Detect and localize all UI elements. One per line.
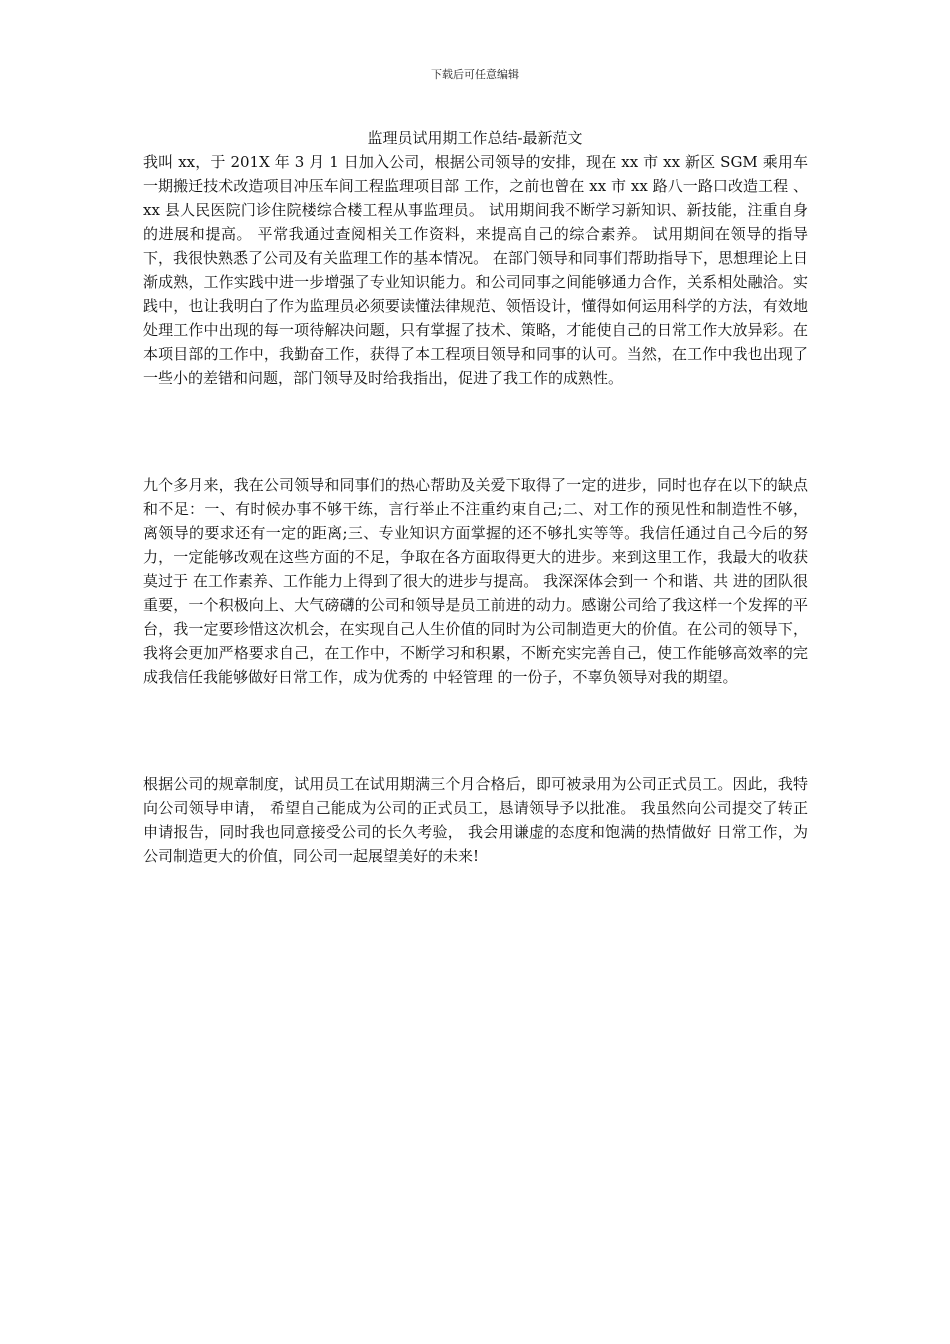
header-note: 下载后可任意编辑	[431, 68, 519, 81]
paragraph-2: 九个多月来，我在公司领导和同事们的热心帮助及关爱下取得了一定的进步，同时也存在以下的缺点和不足：一、有时候办事不够干练，言行举止不注重约束自己;二、对工作的预见性和制造性不够，离领导的要求还有一定的距离;三、专业知识方面掌握的还不够扎实等等。我信任通过自己今后的努力，一定能够改观在这些方面的不足，争取在各方面取得更大的进步。来到这里工作，我最大的收获莫过于 在工作素养、工作能力上得到了很大的进步与提高。 我深深体会到一 个和谐、共 进的团队很重要，一个积极向上、大气磅礴的公司和领导是员工前进的动力。感谢公司给了我这样一个发挥的平台，我一定要珍惜这次机会，在实现自己人生价值的同时为公司制造更大的价值。在公司的领导下，我将会更加严格要求自己，在工作中，不断学习和积累，不断充实完善自己，使工作能够高效率的完成我信任我能够做好日常工作，成为优秀的 中轻管理 的一份子，不辜负领导对我的期望。	[143, 476, 808, 686]
paragraph-3: 根据公司的规章制度，试用员工在试用期满三个月合格后，即可被录用为公司正式员工。因此，我特向公司领导申请， 希望自己能成为公司的正式员工，恳请领导予以批准。 我虽然向公司提交了转正申请报告，同时我也同意接受公司的长久考验， 我会用谦虚的态度和饱满的热情做好 日常工作，为公司制造更大的价值，同公司一起展望美好的未来!	[143, 775, 808, 865]
paragraph-1: 我叫 xx，于 201X 年 3 月 1 日加入公司，根据公司领导的安排，现在 xx 市 xx 新区 SGM 乘用车一期搬迁技术改造项目冲压车间工程监理项目部 工作，之前也曾在 xx 市 xx 路八一路口改造工程 、 xx 县人民医院门诊住院楼综合楼工程从事监理员。 试用期间我不断学习新知识、新技能，注重自身的进展和提高。 平常我通过查阅相关工作资料，来提高自己的综合素养。 试用期间在领导的指导下，我很快熟悉了公司及有关监理工作的基本情况。 在部门领导和同事们帮助指导下，思想理论上日渐成熟，工作实践中进一步增强了专业知识能力。和公司同事之间能够通力合作，关系相处融洽。实践中，也让我明白了作为监理员必须要读懂法律规范、领悟设计，懂得如何运用科学的方法，有效地处理工作中出现的每一项待解决问题，只有掌握了技术、策略，才能使自己的日常工作大放异彩。在本项目部的工作中，我勤奋工作，获得了本工程项目领导和同事的认可。当然，在工作中我也出现了一些小的差错和问题，部门领导及时给我指出，促进了我工作的成熟性。	[143, 153, 808, 387]
document-title: 监理员试用期工作总结-最新范文	[367, 129, 583, 147]
